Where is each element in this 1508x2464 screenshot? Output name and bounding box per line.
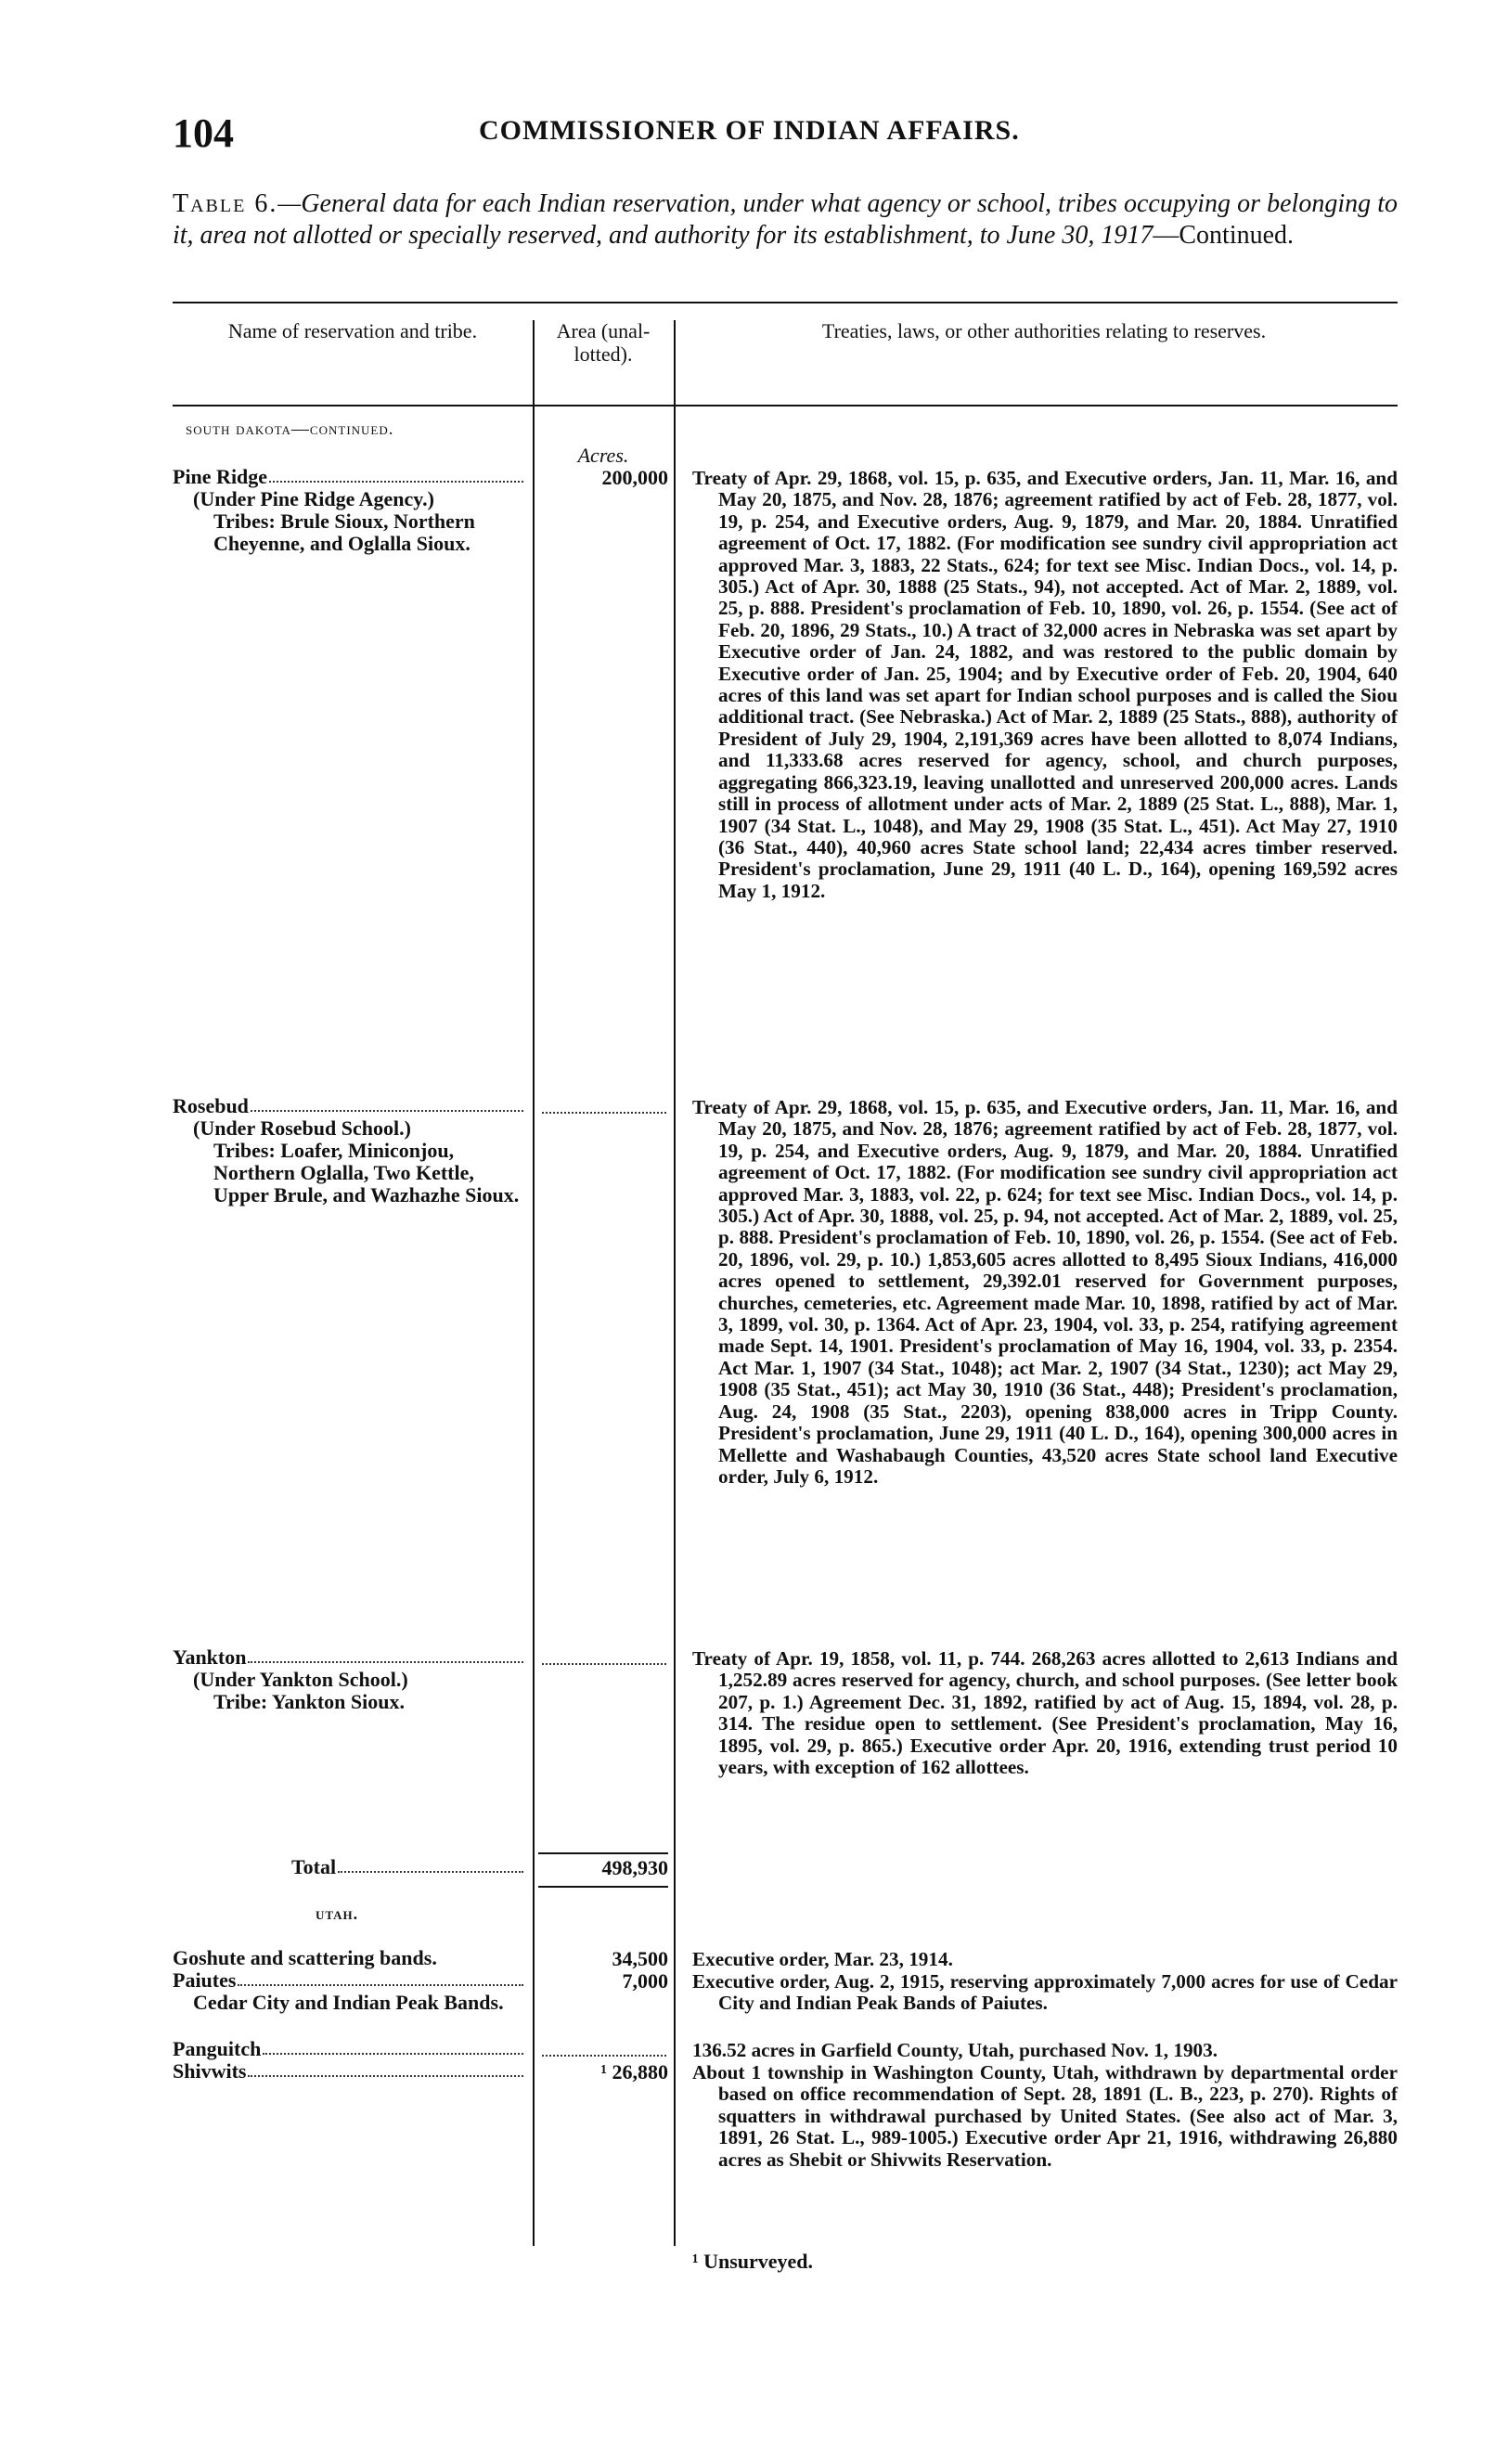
- reservation-name: Shivwits: [173, 2059, 247, 2083]
- reservation-panguitch: [173, 2038, 525, 2060]
- reservation-agency: (Under Rosebud School.): [193, 1116, 411, 1140]
- reservation-name: Rosebud: [173, 1094, 249, 1117]
- column-header-name: Name of reservation and tribe.: [227, 319, 478, 342]
- reservation-name: Panguitch: [173, 2037, 262, 2060]
- reservation-rosebud: [173, 1095, 525, 1206]
- page-header: [173, 110, 1398, 165]
- area-paiutes: 7,000: [622, 1969, 668, 1993]
- column-header-area: Area (unal-lotted).: [556, 319, 651, 366]
- caption-continued: —Continued.: [1153, 221, 1295, 250]
- reservation-shivwits: [173, 2060, 525, 2083]
- section-utah: utah.: [316, 1904, 359, 1923]
- authority-rosebud: [692, 1097, 1398, 1488]
- reservation-name: Goshute and scattering bands.: [173, 1946, 437, 1969]
- authority-paiutes: [692, 1971, 1398, 2015]
- authority-panguitch: [692, 2040, 1398, 2061]
- authority-goshute: [692, 1949, 1398, 1970]
- column-divider-2: [674, 320, 676, 2246]
- reservation-pine-ridge: [173, 466, 525, 555]
- table-caption: [173, 188, 1398, 252]
- authority-shivwits: [692, 2062, 1398, 2171]
- reservation-tribes: Tribes: Brule Sioux, Northern Cheyenne, and Oglalla Sioux.: [213, 510, 475, 555]
- authority-text: 136.52 acres in Garfield County, Utah, purchased Nov. 1, 1903.: [692, 2039, 1218, 2061]
- reservation-agency: (Under Yankton School.): [193, 1668, 408, 1691]
- area-rosebud-leader: [542, 1097, 666, 1114]
- caption-italic: —General data for each Indian reservation, under what agency or school, tribes occupying or belonging to it, area not allotted or specially reserved, and authority for its establishment, to June 30, 1917: [173, 189, 1398, 250]
- column-header-treaties: Treaties, laws, or other authorities relating to reserves.: [821, 319, 1267, 342]
- authority-text: Treaty of Apr. 19, 1858, vol. 11, p. 744. 268,263 acres allotted to 2,613 Indians and 1,252.89 acres reserved for agency, church, and school purposes. (See letter book 207, p. 1.) Agreement Dec. 31, 1892, ratified by act of Aug. 15, 1894, vol. 28, p. 314. The residue open to settlement. (See President's proclamation, May 16, 1895, vol. 29, p. 865.) Executive order Apr. 20, 1916, extending trust period 10 years, with exception of 162 allottees.: [692, 1647, 1398, 1779]
- reservation-name: Pine Ridge: [173, 465, 268, 488]
- reservation-agency: (Under Pine Ridge Agency.): [193, 487, 434, 510]
- total-area: 498,930: [601, 1856, 668, 1879]
- area-yankton-leader: [542, 1648, 666, 1665]
- reservation-subgroup: Cedar City and Indian Peak Bands.: [193, 1991, 504, 2014]
- area-goshute: 34,500: [612, 1947, 668, 1970]
- page-number: 104: [173, 110, 234, 156]
- reservation-tribes: Tribe: Yankton Sioux.: [213, 1690, 405, 1713]
- reservation-yankton: [173, 1646, 525, 1713]
- authority-yankton: [692, 1648, 1398, 1778]
- header-rule: [173, 405, 1398, 406]
- reservation-paiutes: [173, 1969, 525, 2014]
- reservation-tribes: Tribes: Loafer, Miniconjou, Northern Oglalla, Two Kettle, Upper Brule, and Wazhazhe Sioux.: [213, 1139, 520, 1206]
- area-units: Acres.: [577, 444, 629, 467]
- total-row: [291, 1856, 525, 1878]
- area-shivwits: ¹ 26,880: [600, 2060, 668, 2083]
- reservation-goshute: [173, 1947, 536, 1969]
- authority-text: Executive order, Mar. 23, 1914.: [692, 1948, 953, 1970]
- authority-text: Treaty of Apr. 29, 1868, vol. 15, p. 635, and Executive orders, Jan. 11, Mar. 16, and May 20, 1875, and Nov. 28, 1876; agreement ratified by act of Feb. 28, 1877, vol. 19, p. 254, and Executive orders, Aug. 9, 1879, and Mar. 20, 1884. Unratified agreement of Oct. 17, 1882. (For modification see sundry civil appropriation act approved Mar. 3, 1883, 22 Stats., 624; for text see Misc. Indian Docs., vol. 14, p. 305.) Act of Apr. 30, 1888 (25 Stats., 94), not accepted. Act of Mar. 2, 1889, vol. 25, p. 888. President's proclamation of Feb. 10, 1890, vol. 26, p. 1554. (See act of Feb. 20, 1896, 29 Stats., 10.) A tract of 32,000 acres in Nebraska was set apart by Executive order of Jan. 24, 1882, and was restored to the public domain by Executive order of Jan. 25, 1904; and by Executive order of Feb. 20, 1904, 640 acres of this land was set apart for Indian school purposes and is called the Siou additional tract. (See Nebraska.) Act of Mar. 2, 1889 (25 Stats., 888), authority of President of July 29, 1904, 2,191,369 acres have been allotted to 8,074 Indians, and 11,333.68 acres reserved for agency, school, and church purposes, aggregating 866,323.19, leaving unallotted and unreserved 200,000 acres. Lands still in process of allotment under acts of Mar. 2, 1889 (25 Stat. L., 888), Mar. 1, 1907 (34 Stat. L., 1048), and May 29, 1908 (35 Stat. L., 451). Act May 27, 1910 (36 Stat., 440), 40,960 acres State school land; 22,434 acres timber reserved. President's proclamation, June 29, 1911 (40 L. D., 164), opening 169,592 acres May 1, 1912.: [692, 467, 1398, 902]
- section-south-dakota: south dakota—continued.: [186, 419, 394, 439]
- area-panguitch-leader: [542, 2040, 666, 2057]
- reservation-name: Yankton: [173, 1645, 247, 1669]
- authority-text: Executive order, Aug. 2, 1915, reserving approximately 7,000 acres for use of Cedar City and Indian Peak Bands of Paiutes.: [692, 1970, 1398, 2015]
- footnote: ¹ Unsurveyed.: [692, 2250, 814, 2273]
- running-title: COMMISSIONER OF INDIAN AFFAIRS.: [479, 115, 1020, 146]
- total-label: Total: [291, 1855, 337, 1878]
- total-rule-top: [538, 1852, 668, 1854]
- table-label: Table 6.: [173, 189, 278, 218]
- authority-text: About 1 township in Washington County, Utah, withdrawn by departmental order based on office recommendation of Sept. 28, 1891 (L. B., 223, p. 270). Rights of squatters in withdrawal purchased by United States. (See also act of Mar. 3, 1891, 26 Stat. L., 989-1005.) Executive order Apr 21, 1916, withdrawing 26,880 acres as Shebit or Shivwits Reservation.: [692, 2061, 1398, 2171]
- reservation-name: Paiutes: [173, 1968, 237, 1992]
- table-top-rule: [173, 302, 1398, 303]
- area-pine-ridge: 200,000: [601, 466, 668, 489]
- authority-text: Treaty of Apr. 29, 1868, vol. 15, p. 635, and Executive orders, Jan. 11, Mar. 16, and May 20, 1875, and Nov. 28, 1876; agreement ratified by act of Feb. 28, 1877, vol. 19, p. 254, and Executive orders, Aug. 9, 1879, and Mar. 20, 1884. Unratified agreement of Oct. 17, 1882. (For modification see sundry civil appropriation act approved Mar. 3, 1883, vol. 22, p. 624; for text see Misc. Indian Docs., vol. 14, p. 305.) Act of Apr. 30, 1888, vol. 25, p. 94, not accepted. Act of Mar. 2, 1889, vol. 25, p. 888. President's proclamation of Feb. 10, 1890, vol. 26, p. 1554. (See act of Feb. 20, 1896, vol. 29, p. 10.) 1,853,605 acres allotted to 8,495 Sioux Indians, 416,000 acres opened to settlement, 29,392.01 reserved for Government purposes, churches, cemeteries, etc. Agreement made Mar. 10, 1898, ratified by act of Mar. 3, 1899, vol. 30, p. 1364. Act of Apr. 23, 1904, vol. 33, p. 254, ratifying agreement made Sept. 14, 1901. President's proclamation of May 16, 1904, vol. 33, p. 2354. Act Mar. 1, 1907 (34 Stat., 1048); act Mar. 2, 1907 (34 Stat., 1230); act May 29, 1908 (35 Stat., 451); act May 30, 1910 (36 Stat., 448); President's proclamation, Aug. 24, 1908 (35 Stat., 2203), opening 838,000 acres in Tripp County. President's proclamation, June 29, 1911 (40 L. D., 164), opening 300,000 acres in Mellette and Washabaugh Counties, 43,520 acres State school land Executive order, July 6, 1912.: [692, 1096, 1398, 1488]
- total-rule-bottom: [538, 1886, 668, 1888]
- authority-pine-ridge: [692, 468, 1398, 902]
